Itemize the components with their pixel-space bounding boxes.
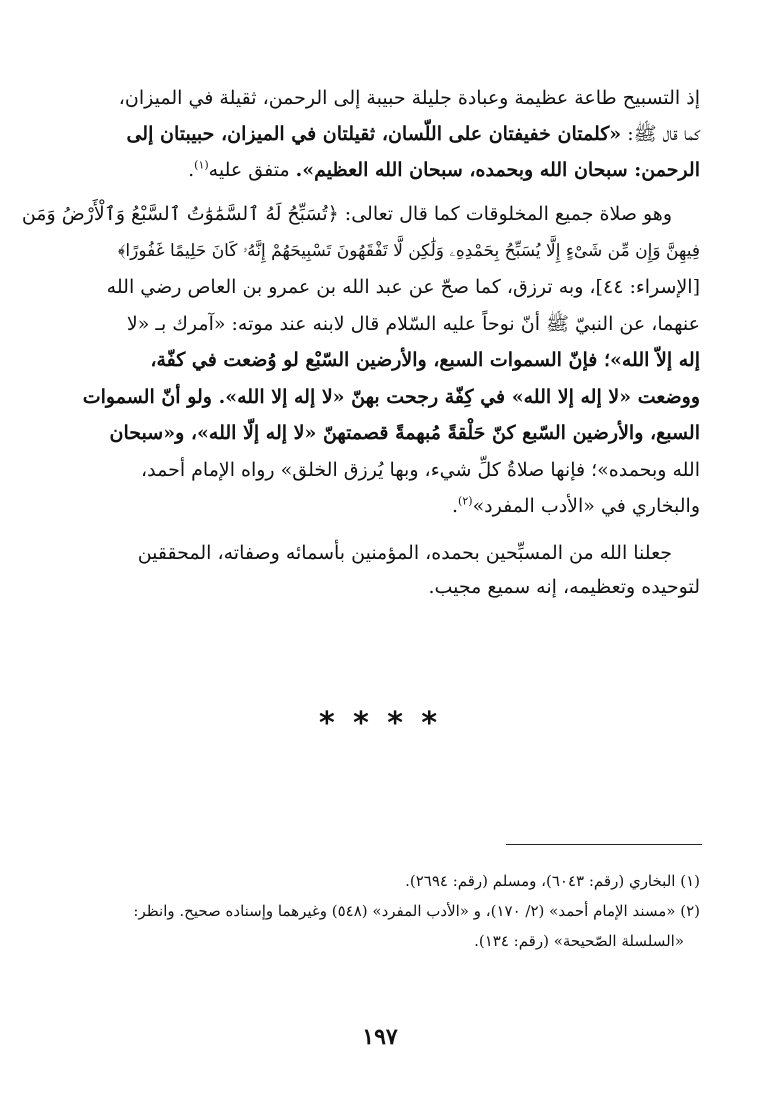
- footnote-2: (٢) «مسند الإمام أحمد» (٢/ ١٧٠)، و «الأدب المفرد» (٥٤٨) وغيرهما وإسناده صحيح. وانظر:: [133, 902, 700, 920]
- text-run: .: [452, 495, 459, 517]
- text-line: إذ التسبيح طاعة عظيمة وعبادة جليلة حبيبة إلى الرحمن، ثقيلة في الميزان،: [118, 87, 700, 109]
- hadith-quote-line: إله إلاّ الله»؛ فإنّ السموات السبع، والأرضين السّبْع لو وُضعت في كفّة،: [150, 349, 700, 371]
- footnote-ref: (١): [194, 158, 209, 172]
- footnote-2-continued: «السلسلة الصّحيحة» (رقم: ١٣٤).: [474, 932, 684, 950]
- text-line: وهو صلاة جميع المخلوقات كما قال تعالى: ﴿تُسَبِّحُ لَهُ ٱلسَّمَٰوَٰتُ ٱلسَّبْعُ وَٱلْأَرْضُ وَمَن: [21, 203, 672, 225]
- text-line: [96, 488, 700, 525]
- footnote-ref: (٢): [458, 494, 473, 508]
- footnote-1: (١) البخاري (رقم: ٦٠٤٣)، ومسلم (رقم: ٢٦٩٤).: [405, 872, 700, 890]
- text-line: الله وبحمده»؛ فإنها صلاةُ كلِّ شيء، وبها يُرزق الخلق» رواه الإمام أحمد،: [140, 458, 700, 481]
- text-line: [96, 152, 700, 188]
- paragraph-closing-prayer: [96, 536, 700, 604]
- hadith-quote-line: ووضعت «لا إله إلا الله» في كِفّة رجحت بهنّ «لا إله إلا الله». ولو أنّ السموات: [82, 385, 700, 408]
- hadith-quote: الرحمن: سبحان الله وبحمده، سبحان الله العظيم».: [295, 159, 700, 181]
- text-line: [الإسراء: ٤٤]، وبه ترزق، كما صحّ عن عبد الله بن عمرو بن العاص رضي الله: [106, 276, 700, 298]
- hadith-quote-line: السبع، والأرضين السّبع كنّ حَلْقةً مُبهمةً قصمتهنّ «لا إله إلّا الله»، و«سبحان: [109, 422, 700, 444]
- text-run: كما قال ﷺ:: [621, 123, 700, 145]
- text-run: .: [188, 159, 195, 181]
- text-run: والبخاري في «الأدب المفرد»: [472, 495, 700, 517]
- text-line: لتوحيده وتعظيمه، إنه سميع مجيب.: [428, 576, 700, 598]
- section-separator: * * * *: [318, 706, 442, 741]
- page-number: ١٩٧: [362, 1024, 398, 1050]
- text-line: [96, 116, 700, 152]
- paragraph-tasbih-virtue: [96, 80, 700, 188]
- text-line: جعلنا الله من المسبِّحين بحمده، المؤمنين بأسمائه وصفاته، المحققين: [137, 542, 672, 564]
- text-run: متفق عليه: [208, 159, 296, 181]
- paragraph-creation-prayer: [21, 196, 700, 525]
- text-line: عنهما، عن النبيّ ﷺ أنّ نوحاً عليه السّلام قال لابنه عند موته: «آمرك بـ «لا: [126, 312, 700, 335]
- footnotes: [96, 866, 700, 956]
- quran-verse-line: فِيهِنَّ وَإِن مِّن شَىْءٍ إِلَّا يُسَبِّحُ بِحَمْدِهِۦ وَلَٰكِن لَّا تَفْقَهُونَ تَسْبِيحَهُمْ إِنَّهُۥ كَانَ حَلِيمًا غَفُورًا﴾: [117, 240, 700, 261]
- hadith-quote: «كلمتان خفيفتان على اللّسان، ثقيلتان في الميزان، حبيبتان إلى: [126, 123, 622, 145]
- footnote-divider: [506, 844, 702, 845]
